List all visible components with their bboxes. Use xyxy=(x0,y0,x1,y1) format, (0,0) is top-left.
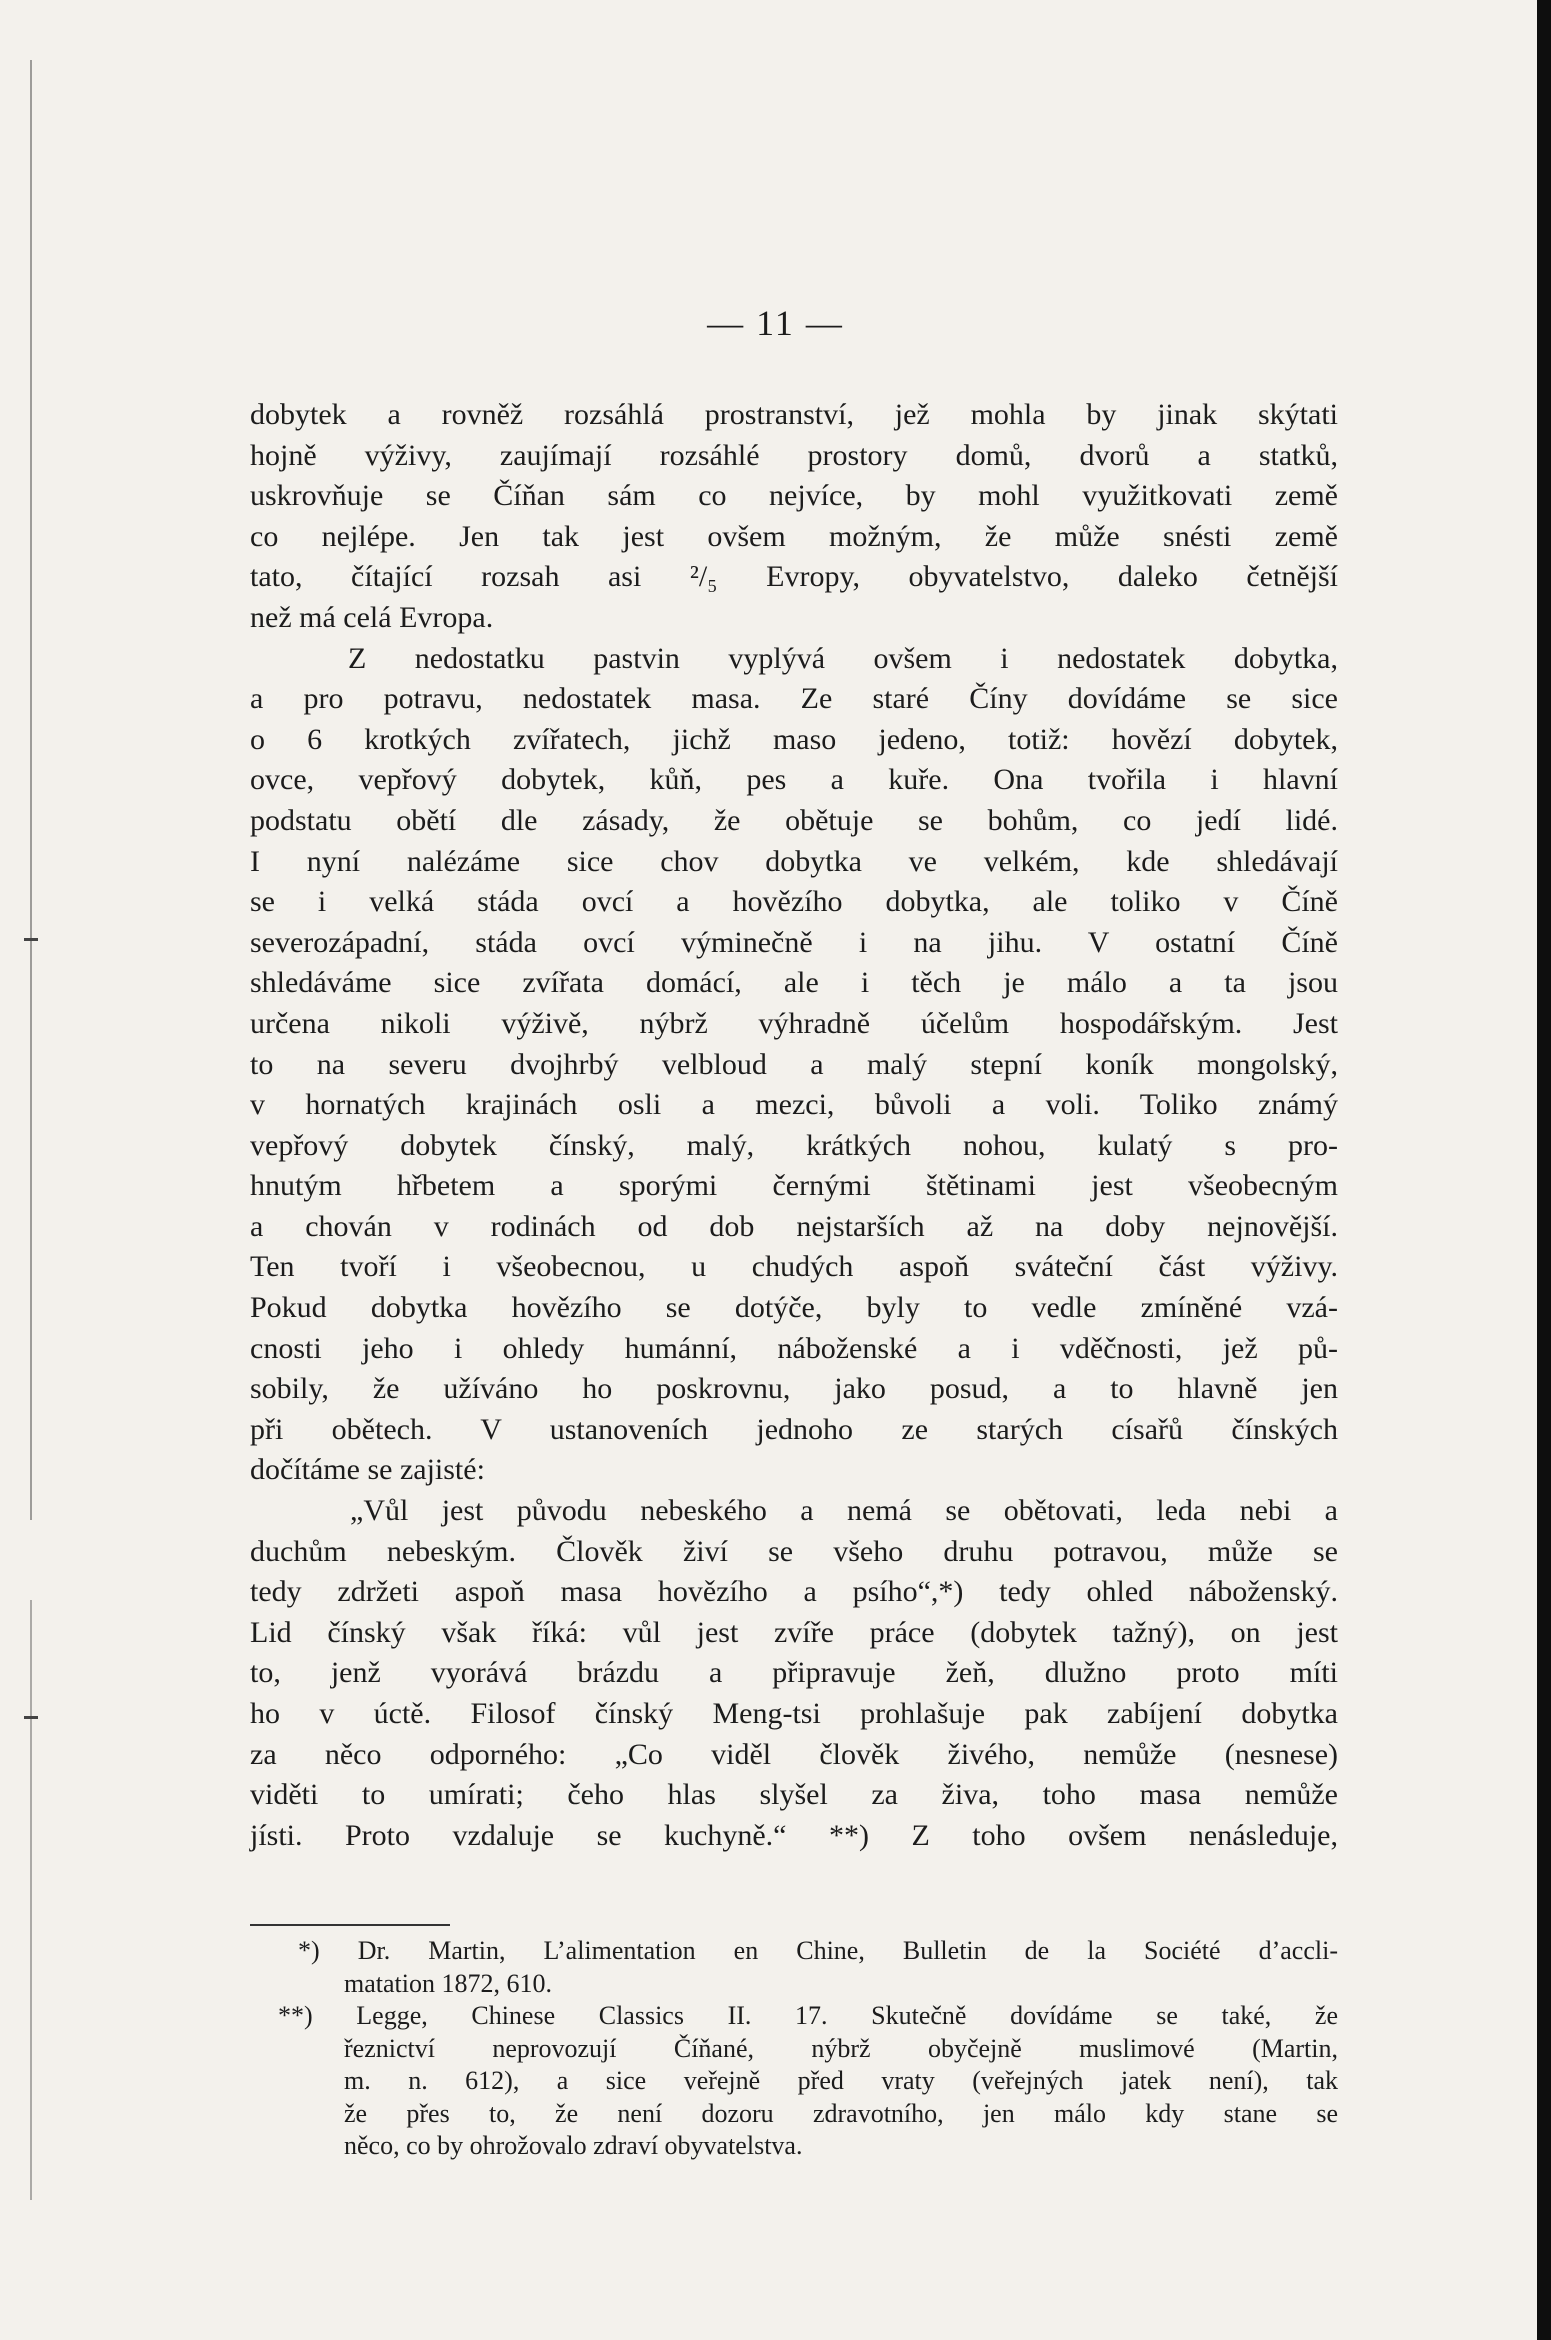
text-line: ovce, vepřový dobytek, kůň, pes a kuře. Ona tvořila i hlavní xyxy=(250,763,1338,797)
text-line: I nyní nalézáme sice chov dobytka ve velkém, kde shledávají xyxy=(250,844,1338,878)
text-line: vepřový dobytek čínský, malý, krátkých nohou, kulatý s pro- xyxy=(250,1128,1338,1162)
text-line: to na severu dvojhrbý velbloud a malý stepní koník mongolský, xyxy=(250,1047,1338,1081)
footnote-line: m. n. 612), a sice veřejně před vraty (veřejných jatek není), tak xyxy=(344,2066,1338,2095)
text-line: tedy zdržeti aspoň masa hovězího a psího“,*) tedy ohled náboženský. xyxy=(250,1575,1338,1609)
text-line: Ten tvoří i všeobecnou, u chudých aspoň sváteční část výživy. xyxy=(250,1250,1338,1284)
text-line: tato, čítající rozsah asi ²/₅ Evropy, obyvatelstvo, daleko četnější xyxy=(250,560,1338,594)
text-line: severozápadní, stáda ovcí výminečně i na jihu. V ostatní Číně xyxy=(250,925,1338,959)
scan-edge xyxy=(1537,0,1551,2340)
footnote-line: matation 1872, 610. xyxy=(344,1968,552,1998)
footnote-line: *) Dr. Martin, L’alimentation en Chine, Bulletin de la Société d’accli- xyxy=(298,1936,1338,1965)
binding-shadow xyxy=(30,60,32,1520)
text-line: shledáváme sice zvířata domácí, ale i těch je málo a ta jsou xyxy=(250,966,1338,1000)
text-line: podstatu obětí dle zásady, že obětuje se bohům, co jedí lidé. xyxy=(250,803,1338,837)
text-line: hojně výživy, zaujímají rozsáhlé prostory domů, dvorů a statků, xyxy=(250,438,1338,472)
scan-mark xyxy=(24,1716,38,1719)
text-line: dočítáme se zajisté: xyxy=(250,1453,485,1487)
text-line: uskrovňuje se Číňan sám co nejvíce, by mohl využitkovati země xyxy=(250,479,1338,513)
text-line: a pro potravu, nedostatek masa. Ze staré Číny dovídáme se sice xyxy=(250,682,1338,716)
text-line: cnosti jeho i ohledy humánní, náboženské a i vděčnosti, jež pů- xyxy=(250,1331,1338,1365)
text-line: dobytek a rovněž rozsáhlá prostranství, jež mohla by jinak skýtati xyxy=(250,398,1338,431)
text-line: hnutým hřbetem a sporými černými štětinami jest všeobecným xyxy=(250,1169,1338,1203)
footnotes xyxy=(250,1935,1338,2163)
text-line: se i velká stáda ovcí a hovězího dobytka, ale toliko v Číně xyxy=(250,885,1338,919)
scan-mark xyxy=(24,938,38,941)
body-text xyxy=(250,395,1338,1856)
text-line: viděti to umírati; čeho hlas slyšel za živa, toho masa nemůže xyxy=(250,1778,1338,1812)
text-line: „Vůl jest původu nebeského a nemá se obětovati, leda nebi a xyxy=(350,1494,1338,1528)
text-line: Z nedostatku pastvin vyplývá ovšem i nedostatek dobytka, xyxy=(348,641,1338,675)
text-line: o 6 krotkých zvířatech, jichž maso jedeno, totiž: hovězí dobytek, xyxy=(250,722,1338,756)
footnote-line: že přes to, že není dozoru zdravotního, jen málo kdy stane se xyxy=(344,2098,1338,2128)
text-line: za něco odporného: „Co viděl člověk živého, nemůže (nesnese) xyxy=(250,1737,1338,1771)
binding-shadow-lower xyxy=(30,1600,32,2200)
text-line: Pokud dobytka hovězího se dotýče, byly to vedle zmíněné vzá- xyxy=(250,1291,1338,1325)
text-line: Lid čínský však říká: vůl jest zvíře práce (dobytek tažný), on jest xyxy=(250,1615,1338,1649)
text-line: ho v úctě. Filosof čínský Meng-tsi prohlašuje pak zabíjení dobytka xyxy=(250,1697,1338,1730)
text-line: určena nikoli výživě, nýbrž výhradně účelům hospodářským. Jest xyxy=(250,1006,1338,1040)
text-line: to, jenž vyorává brázdu a připravuje žeň, dlužno proto míti xyxy=(250,1656,1338,1690)
text-line: a chován v rodinách od dob nejstarších až na doby nejnovější. xyxy=(250,1209,1338,1243)
text-line: v hornatých krajinách osli a mezci, bůvoli a voli. Toliko známý xyxy=(250,1088,1338,1122)
footnote-line: **) Legge, Chinese Classics II. 17. Skutečně dovídáme se také, že xyxy=(278,2001,1338,2030)
footnote-line: něco, co by ohrožovalo zdraví obyvatelstva. xyxy=(344,2131,803,2160)
text-line: duchům nebeským. Člověk živí se všeho druhu potravou, může se xyxy=(250,1534,1338,1568)
text-line: jísti. Proto vzdaluje se kuchyně.“ **) Z toho ovšem nenásleduje, xyxy=(250,1818,1338,1852)
text-line: než má celá Evropa. xyxy=(250,600,494,634)
text-line: sobily, že užíváno ho poskrovnu, jako posud, a to hlavně jen xyxy=(250,1372,1338,1406)
page-number: — 11 — xyxy=(707,303,844,343)
footnote-divider xyxy=(250,1924,450,1926)
footnote-line: řeznictví neprovozují Číňané, nýbrž obyčejně muslimové (Martin, xyxy=(344,2033,1338,2063)
text-line: při obětech. V ustanoveních jednoho ze starých císařů čínských xyxy=(250,1412,1338,1446)
text-line: co nejlépe. Jen tak jest ovšem možným, že může snésti země xyxy=(250,519,1338,553)
